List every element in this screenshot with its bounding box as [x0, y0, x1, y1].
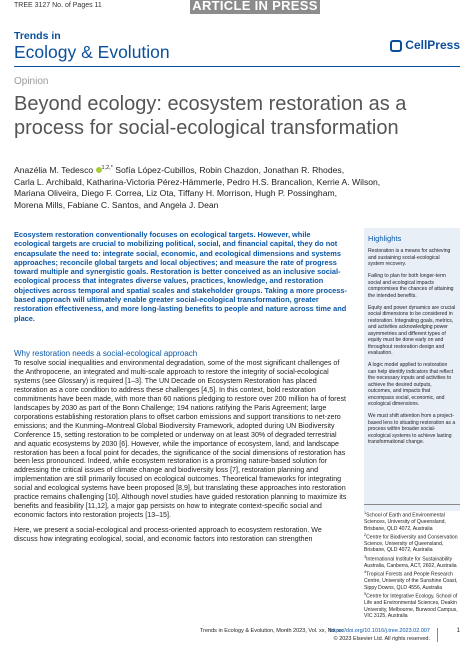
article-in-press-banner: ARTICLE IN PRESS [190, 0, 320, 14]
paragraph: To resolve social inequalities and environmental degradation, some of the most significant challenges of the Anthropocene, an integrated and multi-scale approach to restore the integrity of social-ecological systems (see Glossary) is required [1–3]. The UN Decade on Ecosystem Restoration has placed restoration as a core condition to address these challenges [4,5]. In this context, bold restoration commitments have been made, with more than 60 nations pledging to restore over 200 million ha of forest landscapes by 2030 as part of the Bonn Challenge; 194 nations ratifying the Paris Agreement; large corporations establishing restoration plans to offset carbon emissions and support transitions to net-zero emissions; and the Kunming–Montreal Global Biodiversity Framework, adopted during UN Biodiversity Conference 15, setting restoration to be completed or underway on at least 30% of degraded terrestrial and aquatic ecosystems by 2030 [6]. However, while the importance of ecosystem, land, and landscape restoration has been a focal point for decades, the significance of the social dimensions of restoration has been less pronounced. Indeed, while ecosystem restoration is a promising nature-based solution for addressing the critical issues of climate change and biodiversity loss [7], restoration planning and implementation are still primarily focused on ecological outcomes. Theoretical frameworks for integrating social and ecological systems have been proposed [8,9], but translating these approaches into restoration practice remains challenging [10]. Although novel studies have guided restoration planning to maximize its benefits and feasibility [11,12], a major gap persists on how to integrate context-specific social and economic factors into restoration projects [13–15]. [14, 359, 347, 520]
affiliations-divider [364, 504, 460, 505]
publisher-logo [390, 38, 460, 52]
highlight-item: We must shift attention from a project-based lens to situating restoration as a process within broader social-ecological systems to achieve lasting transformational change. [368, 413, 456, 445]
author-list: Anazélia M. Tedesco $^{1,2,*}$ Sofía López-Cubillos, Robin Chazdon, Jonathan R. Rhodes, Carla L. Archibald, Katharina-Victoria Pérez-Hämmerle, Pedro H.S. Brancalion, Kerrie A. Wilson, Mariana Oliveira, Diego F. Correa, Liz Ota, Tiffany H. Morrison, Hugh P. Possingham, Morena Mills, Fabiane C. Santos, and Angela J. Dean [14, 164, 381, 211]
article-title: Beyond ecology: ecosystem restoration as a process for social-ecological transformation [14, 93, 407, 139]
highlights-box [364, 228, 460, 511]
highlight-item: Failing to plan for both longer-term social and ecological impacts compromises the chances of attaining the intended benefits. [368, 273, 454, 299]
highlight-item: Equity and power dynamics are crucial social dimensions to be considered in restoration. Integrating goals, metrics, and activities acknowledging power asymmetries and different types of equity must be done early on and throughout restoration design and evaluation. [368, 304, 456, 356]
cellpress-icon [390, 40, 402, 52]
affiliation: $^2$Centre for Biodiversity and Conservation Science, University of Queensland, Brisbane, QLD 4072, Australia [364, 532, 458, 554]
article-type: Opinion [14, 76, 49, 87]
paragraph: Here, we present a social-ecological and process-oriented approach to ecosystem restoration. We discuss how integrating ecological, social, and economic factors into restoration can strengthen [14, 526, 322, 544]
affiliation: $^1$School of Earth and Environmental Sciences, University of Queensland, Brisbane, QLD 4072, Australia [364, 511, 446, 532]
header-divider [14, 66, 460, 67]
affiliation: $^5$Centre for Integrative Ecology, School of Life and Environmental Sciences, Deakin University, Melbourne, Burwood Campus, VIC 3125, Australia [364, 592, 458, 620]
highlight-item: Restoration is a means for achieving and sustaining social-ecological system recovery. [368, 248, 451, 267]
abstract: Ecosystem restoration conventionally focuses on ecological targets. However, while ecological targets are crucial to mobilizing political, social, and financial capital, they do not encapsulate the need to: integrate social, economic, and ecological dimensions and systems approaches; reconcile global targets and local objectives; and measure the rate of progress toward multiple and synergistic goals. Restoration is better conceived as an inclusive social-ecological process that integrates diverse values, practices, knowledge, and restoration objectives across temporal and spatial scales and stakeholder groups. Taking a more process-based approach will ultimately enable greater social-ecological transformation, greater restoration effectiveness, and more long-lasting benefits to people and nature across time and place. [14, 230, 347, 323]
top-bar [0, 0, 474, 14]
highlight-item: A logic model applied to restoration can help identify indicators that reflect the necessary inputs and activities to achieve the desired outputs, outcomes, and impacts that encompass social, economic, and ecological dimensions. [368, 362, 454, 407]
copyright: © 2023 Elsevier Ltd. All rights reserved. [333, 636, 430, 642]
page-footer [14, 628, 460, 652]
highlights-title: Highlights [368, 234, 402, 243]
body-text [14, 359, 347, 550]
citation: Trends in Ecology & Evolution, Month 2023, Vol. xx, No. xx [200, 628, 344, 634]
journal-subtitle: Ecology & Evolution [14, 42, 170, 62]
publisher-name: CellPress [405, 38, 460, 52]
affiliations [364, 510, 460, 620]
footer-divider [437, 628, 438, 642]
section-heading: Why restoration needs a social-ecological approach [14, 349, 198, 358]
doi-link[interactable]: https://doi.org/10.1016/j.tree.2023.02.007 [329, 628, 430, 634]
manuscript-id: TREE 3127 No. of Pages 11 [14, 2, 102, 9]
journal-name: Trends in [14, 30, 61, 42]
affiliation: $^4$Tropical Forests and People Research Centre, University of the Sunshine Coast, Sippy Downs, QLD 4556, Australia [364, 570, 458, 591]
page-number: 1 [456, 628, 460, 634]
affiliation: $^3$International Institute for Sustainability Australia, Canberra, ACT, 2602, Australia [364, 554, 457, 569]
